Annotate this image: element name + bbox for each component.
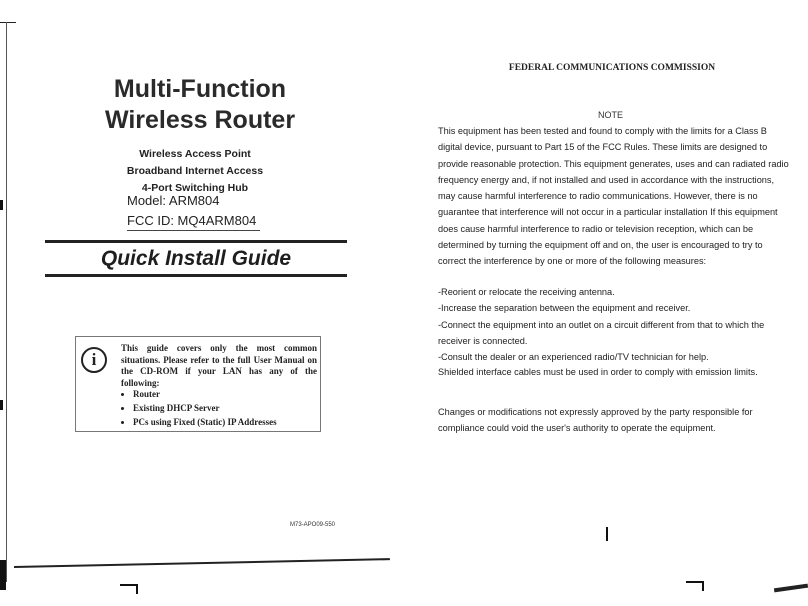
scan-mark <box>606 527 608 541</box>
info-note-list <box>120 387 277 429</box>
feature-item: Broadband Internet Access <box>126 165 264 177</box>
divider <box>45 240 347 243</box>
feature-list <box>80 146 310 197</box>
model-number: Model: ARM804 <box>127 193 220 208</box>
product-title-line1: Multi-Function <box>113 75 287 103</box>
guide-title: Quick Install Guide <box>100 247 292 270</box>
list-item: -Consult the dealer or an experienced radio/TV technician for help. <box>438 352 709 363</box>
scan-mark <box>0 560 6 590</box>
info-note-box <box>75 336 321 432</box>
crop-mark <box>136 584 138 594</box>
scan-mark <box>0 200 3 210</box>
list-item: • PCs using Fixed (Static) IP Addresses <box>133 415 277 429</box>
scan-edge-bottom <box>14 558 390 568</box>
feature-item: 4-Port Switching Hub <box>141 182 249 194</box>
info-note-text: This guide covers only the most common situations. Please refer to the full User Manual on the CD-ROM if your LAN has any of the following: <box>121 343 317 388</box>
info-icon: i <box>81 347 107 373</box>
measures-list <box>438 284 792 365</box>
product-title-line2: Wireless Router <box>104 106 296 134</box>
note-heading: NOTE <box>598 110 624 120</box>
crop-mark <box>702 581 704 591</box>
scan-edge-left <box>6 22 7 582</box>
fcc-paragraph: This equipment has been tested and found to comply with the limits for a Class B digital device, pursuant to Part 15 of the FCC Rules. These limits are designed to provide reasonable protection. This equipment generates, uses and can radiated radio frequency energy and, if not installed and used in accordance with the instructions, may cause harmful interference to radio communications. However, there is no guarantee that interference will not occur in a particular installation If this equipment does cause harmful interference to radio or television reception, which can be determined by turning the equipment off and on, the user is encouraged to try to correct the interference by one or more of the following measures: <box>438 126 789 267</box>
fcc-header: FEDERAL COMMUNICATIONS COMMISSION <box>508 63 716 73</box>
fcc-id: FCC ID: MQ4ARM804 <box>127 212 260 231</box>
list-item: • Existing DHCP Server <box>133 401 277 415</box>
list-item: • Router <box>133 387 277 401</box>
scan-edge-top <box>0 22 16 23</box>
product-title <box>40 74 360 136</box>
feature-item: Wireless Access Point <box>139 148 251 160</box>
scan-mark <box>0 400 3 410</box>
divider <box>45 274 347 277</box>
list-item: -Connect the equipment into an outlet on a circuit different from that to which the receiver is connected. <box>438 319 765 346</box>
list-item: -Reorient or relocate the receiving antenna. <box>438 287 615 297</box>
shielded-cables-paragraph: Shielded interface cables must be used in order to comply with emission limits. <box>438 367 758 377</box>
modifications-paragraph: Changes or modifications not expressly approved by the party responsible for compliance could void the user's authority to operate the equipment. <box>438 407 753 434</box>
scan-edge-bottom-right <box>774 584 808 593</box>
list-item: -Increase the separation between the equipment and receiver. <box>438 303 691 314</box>
right-page <box>404 0 808 606</box>
left-page <box>0 0 400 606</box>
document-code: M73-APO09-550 <box>290 522 336 528</box>
